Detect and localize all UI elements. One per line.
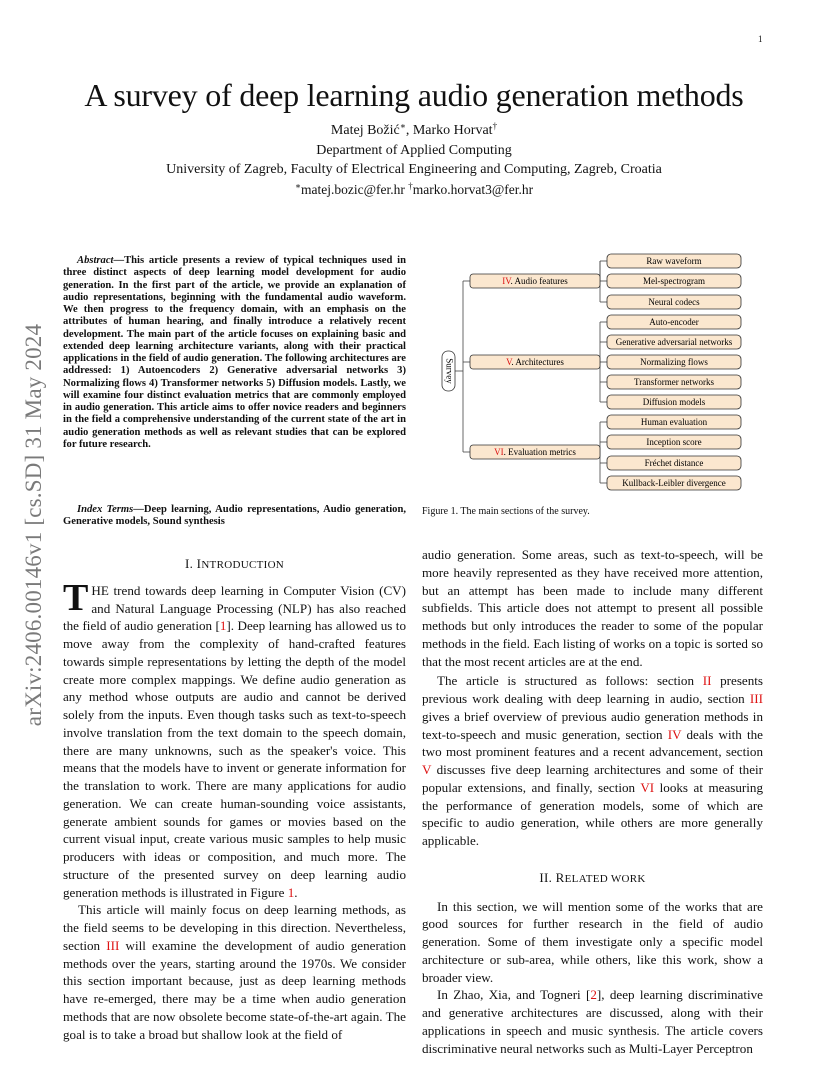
right-column	[422, 546, 763, 1057]
svg-text:Auto-encoder: Auto-encoder	[649, 317, 699, 327]
figure-leaf-normalizing-flows	[607, 355, 741, 369]
figure-leaf-neural-codecs	[607, 295, 741, 309]
index-terms: Index Terms—Deep learning, Audio representations, Audio generation, Generative models, Sound synthesis	[63, 504, 406, 528]
related-paragraph-1: In this section, we will mention some of the works that are good sources for further research in the field of audio generation. Some of them investigate only a specific model architecture or sub-area, while others, like this work, show a broader view.	[422, 898, 763, 985]
figure-leaf-diffusion-models	[607, 395, 741, 409]
intro-paragraph-3: audio generation. Some areas, such as text-to-speech, will be more heavily represented as they have received more attention, but an attempt has been made to include many different subfields. This article does not attempt to present all possible methods but only introduces the reader to some of the popular methods in the field. Each listing of works on a topic is sorted so that the most recent articles are at the end.	[422, 547, 763, 669]
svg-text:VI. Evaluation metrics: VI. Evaluation metrics	[494, 447, 576, 457]
intro-heading: I. INTRODUCTION	[184, 556, 285, 571]
svg-text:Kullback-Leibler divergence: Kullback-Leibler divergence	[622, 478, 726, 488]
svg-text:Raw waveform: Raw waveform	[646, 256, 702, 266]
svg-text:Neural codecs: Neural codecs	[648, 297, 700, 307]
citation-link[interactable]: 1	[219, 618, 227, 634]
abstract-text: —This article presents a review of typical techniques used in three distinct aspects of deep learning model development for audio generation. In the first part of the article, we provide an explanation of audio representations, beginning with the fundamental audio waveform. We then progress to the frequency domain, with an emphasis on the attributes of human hearing, and finally introduce a relatively recent development. The main part of the article focuses on explaining basic and extended deep learning architecture variants, along with their practical applications in the field of audio generation. The following architectures are addressed: 1) Autoencoders 2) Generative adversarial networks 3) Normalizing flows 4) Transformer networks 5) Diffusion models. Lastly, we will examine four distinct evaluation metrics that are commonly employed in audio generation. This article aims to offer novice readers and beginners in the field a comprehensive understanding of the current state of the art in audio generation methods as well as relevant studies that can be explored for future research.	[63, 255, 406, 450]
figure-branch-audio-features	[470, 274, 600, 288]
svg-text:Generative adversarial network: Generative adversarial networks	[615, 337, 733, 347]
intro-paragraph-4: The article is structured as follows: section II presents previous work dealing with deep learning in audio, section III gives a brief overview of previous audio generation methods in text-to-speech and music generation, section IV deals with the two most prominent features and a recent advancement, section V discusses five deep learning architectures and some of their popular extensions, and finally, section VI looks at measuring the performance of generation models, some of which are specific to audio generation, while others are more generally applicable.	[422, 673, 764, 848]
section-link[interactable]: II	[702, 673, 712, 689]
figure-leaf-gan	[607, 335, 741, 349]
svg-text:Fréchet distance: Fréchet distance	[644, 458, 704, 468]
related-heading: II. RELATED WORK	[539, 869, 646, 885]
affiliation: University of Zagreb, Faculty of Electrical Engineering and Computing, Zagreb, Croatia	[166, 162, 662, 177]
svg-text:Human evaluation: Human evaluation	[640, 417, 708, 427]
left-column	[63, 555, 406, 1043]
figure-branch-architectures	[470, 355, 600, 369]
figure-leaf-raw-waveform	[607, 254, 741, 268]
intro-paragraph-2: This article will mainly focus on deep learning methods, as the field seems to be developing in this direction. Nevertheless, section III will examine the development of audio generation methods over the years, starting around the 1970s. We consider this section important because, just as deep learning methods have re-emerged, there may be a time when audio generation methods that are now obsolete become state-of-the-art again. The goal is to take a broad but shallow look at the field of	[63, 902, 406, 1042]
figure-caption: Figure 1. The main sections of the survey.	[422, 506, 590, 517]
abstract	[63, 255, 406, 451]
figure-root-label: Survey	[444, 358, 455, 384]
arxiv-stamp	[4, 280, 64, 770]
emails: ∗matej.bozic@fer.hr †marko.horvat3@fer.hr	[294, 180, 534, 197]
survey-figure	[435, 248, 755, 496]
authors: Matej Božić∗, Marko Horvat†	[330, 121, 498, 138]
figure-link[interactable]: 1	[287, 884, 295, 900]
section-link[interactable]: V	[422, 762, 432, 777]
svg-text:V. Architectures: V. Architectures	[506, 357, 564, 367]
figure-leaf-frechet-distance	[607, 456, 741, 470]
svg-text:Diffusion models: Diffusion models	[642, 397, 706, 407]
dropcap: T	[63, 576, 89, 619]
figure-leaves	[607, 254, 741, 490]
svg-text:IV. Audio features: IV. Audio features	[502, 276, 568, 286]
page-number: 1	[758, 34, 763, 44]
figure-leaf-auto-encoder	[607, 315, 741, 329]
figure-leaf-mel-spectrogram	[607, 274, 741, 288]
section-link[interactable]: III	[749, 691, 763, 706]
section-link[interactable]: IV	[667, 726, 682, 742]
figure-root	[442, 351, 455, 391]
department: Department of Applied Computing	[316, 142, 512, 158]
figure-leaf-human-evaluation	[607, 415, 741, 429]
figure-branch-evaluation-metrics	[470, 445, 600, 459]
paper-header	[0, 74, 828, 199]
intro-paragraph-1: THE trend towards deep learning in Computer Vision (CV) and Natural Language Processing (NLP) has also reached the field of audio generation [1]. Deep learning has allowed us to move away from the complexity of hand-crafted features towards simple representations by letting the depth of the model create more complex mappings. We define audio generation as any method whose outputs are audio and cannot be derived solely from the inputs. Even though tasks such as text-to-speech involve translation from the text domain to the speech domain, there are many unknowns, such as the speaker's voice. This means that the models have to invent or generate information for the translation to work. There are many applications for audio generation. We can create human-sounding voice assistants, generate ambient sounds for games or movies based on the current visual input, create various music samples to help music producers with ideas or composition, and much more. The structure of the presented survey on deep learning audio generation methods is illustrated in Figure 1.	[63, 576, 406, 900]
figure-leaf-transformer-networks	[607, 375, 741, 389]
svg-text:Mel-spectrogram: Mel-spectrogram	[643, 276, 705, 286]
figure-leaf-inception-score	[607, 435, 741, 449]
section-link[interactable]: VI	[640, 779, 655, 795]
related-paragraph-2: In Zhao, Xia, and Togneri [2], deep learning discriminative and generative architectures are discussed, along with their applications in speech and music synthesis. The article covers discriminative neural networks such as Multi-Layer Perceptron	[422, 987, 763, 1056]
figure-leaf-kl-divergence	[607, 476, 741, 490]
citation-link[interactable]: 2	[590, 987, 597, 1003]
paper-title: A survey of deep learning audio generation methods	[84, 77, 744, 113]
svg-text:Normalizing flows: Normalizing flows	[640, 357, 708, 367]
svg-text:Inception score: Inception score	[646, 437, 702, 447]
section-link[interactable]: III	[106, 937, 120, 953]
svg-text:Transformer networks: Transformer networks	[634, 377, 714, 387]
arxiv-id: arXiv:2406.00146v1 [cs.SD] 31 May 2024	[21, 323, 46, 727]
abstract-lead: Abstract	[77, 255, 114, 266]
